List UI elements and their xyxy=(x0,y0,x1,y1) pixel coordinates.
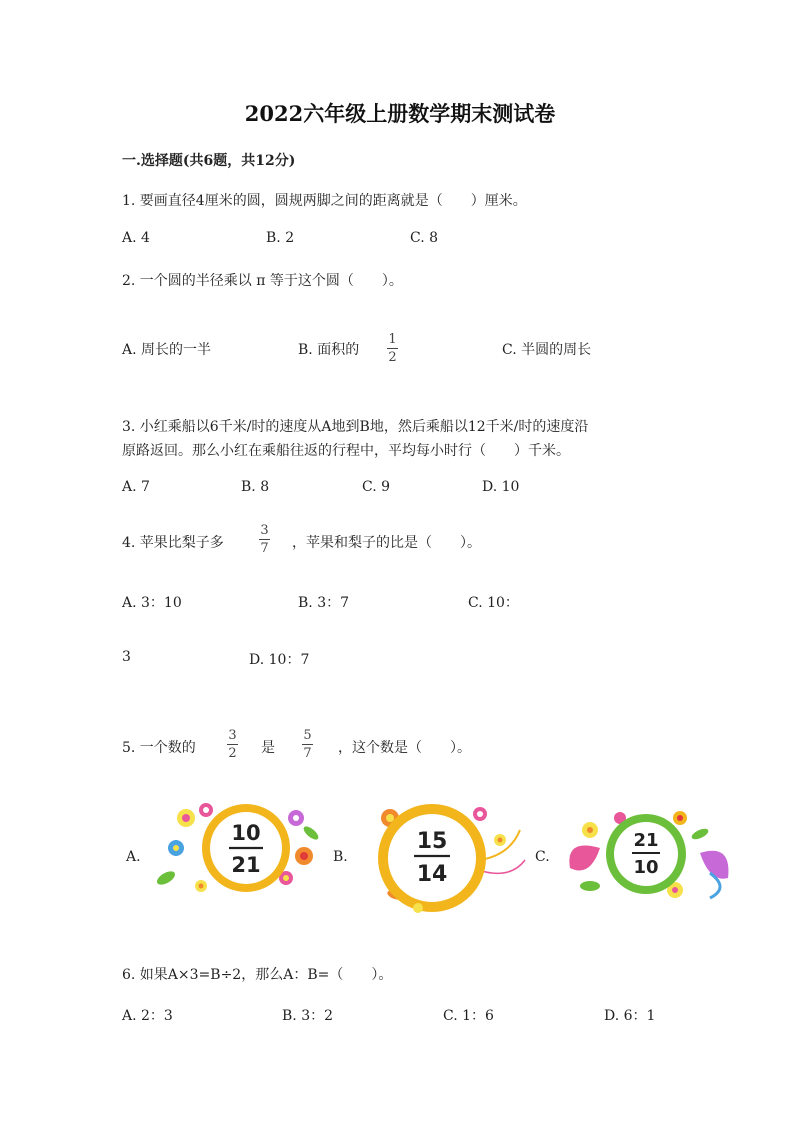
q2-option-b-fraction xyxy=(387,333,398,364)
q4-option-d[interactable]: D. 10：7 xyxy=(249,652,310,668)
fraction-denominator: 7 xyxy=(303,746,312,761)
question-5-stem-middle: 是 xyxy=(261,740,275,756)
q1-option-b[interactable]: B. 2 xyxy=(266,230,295,246)
q5-option-a-badge[interactable] xyxy=(146,798,326,898)
q6-option-b[interactable]: B. 3：2 xyxy=(282,1008,334,1024)
q1-option-a[interactable]: A. 4 xyxy=(122,230,150,246)
fraction-numerator: 3 xyxy=(260,523,269,538)
q1-option-c[interactable]: C. 8 xyxy=(410,230,439,246)
badge-numerator: 21 xyxy=(633,830,659,851)
q5-option-c-label[interactable]: C. xyxy=(535,849,550,865)
fraction-bar xyxy=(227,744,238,745)
q6-option-a[interactable]: A. 2：3 xyxy=(122,1008,173,1024)
badge-denominator: 14 xyxy=(416,862,448,887)
question-4-stem-before: 4. 苹果比梨子多 xyxy=(122,535,224,551)
q4-option-b[interactable]: B. 3：7 xyxy=(298,595,350,611)
q5-option-b-label[interactable]: B. xyxy=(333,849,348,865)
question-5-stem-after: ，这个数是（ ）。 xyxy=(338,740,471,756)
q2-option-c[interactable]: C. 半圆的周长 xyxy=(502,342,592,358)
q5-option-c-badge[interactable] xyxy=(560,808,732,904)
badge-denominator: 10 xyxy=(633,857,659,878)
question-6-stem: 6. 如果A×3=B÷2，那么A：B=（ ）。 xyxy=(122,967,393,983)
question-3-stem-line2: 原路返回。那么小红在乘船往返的行程中，平均每小时行（ ）千米。 xyxy=(122,443,570,459)
question-3-stem-line1: 3. 小红乘船以6千米/时的速度从A地到B地，然后乘船以12千米/时的速度沿 xyxy=(122,419,589,435)
fraction-denominator: 2 xyxy=(228,746,237,761)
q3-option-d[interactable]: D. 10 xyxy=(482,479,520,495)
q4-option-c-continued: 3 xyxy=(122,649,131,665)
fraction-denominator: 2 xyxy=(388,350,397,365)
fraction-numerator: 1 xyxy=(388,332,397,347)
section-heading: 一.选择题(共6题，共12分) xyxy=(122,153,296,169)
badge-numerator: 15 xyxy=(416,829,448,854)
question-1-stem: 1. 要画直径4厘米的圆，圆规两脚之间的距离就是（ ）厘米。 xyxy=(122,193,527,209)
q4-fraction xyxy=(259,524,270,555)
q6-option-d[interactable]: D. 6：1 xyxy=(604,1008,656,1024)
question-2-stem: 2. 一个圆的半径乘以 π 等于这个圆（ ）。 xyxy=(122,273,403,289)
q5-fraction-1 xyxy=(227,729,238,760)
q5-option-a-label[interactable]: A. xyxy=(126,849,141,865)
q4-option-c[interactable]: C. 10： xyxy=(468,595,519,611)
question-5-stem-before: 5. 一个数的 xyxy=(122,740,196,756)
fraction-bar xyxy=(387,348,398,349)
badge-face xyxy=(388,814,476,902)
q5-fraction-2 xyxy=(302,729,313,760)
q4-option-a[interactable]: A. 3：10 xyxy=(122,595,182,611)
q5-option-b-badge[interactable] xyxy=(360,800,530,918)
q3-option-c[interactable]: C. 9 xyxy=(362,479,391,495)
q3-option-a[interactable]: A. 7 xyxy=(122,479,150,495)
page-title: 2022六年级上册数学期末测试卷 xyxy=(244,101,556,126)
fraction-bar xyxy=(259,539,270,540)
heart-icon xyxy=(413,903,423,913)
q6-option-c[interactable]: C. 1：6 xyxy=(443,1008,494,1024)
q2-option-b[interactable]: B. 面积的 xyxy=(298,342,360,358)
fraction-denominator: 7 xyxy=(260,541,269,556)
badge-numerator: 10 xyxy=(231,821,261,845)
q2-option-a[interactable]: A. 周长的一半 xyxy=(122,342,212,358)
fraction-bar xyxy=(302,744,313,745)
question-4-stem-after: ，苹果和梨子的比是（ ）。 xyxy=(292,535,481,551)
fraction-numerator: 3 xyxy=(228,728,237,743)
q3-option-b[interactable]: B. 8 xyxy=(241,479,270,495)
badge-denominator: 21 xyxy=(231,853,261,877)
fraction-numerator: 5 xyxy=(303,728,312,743)
